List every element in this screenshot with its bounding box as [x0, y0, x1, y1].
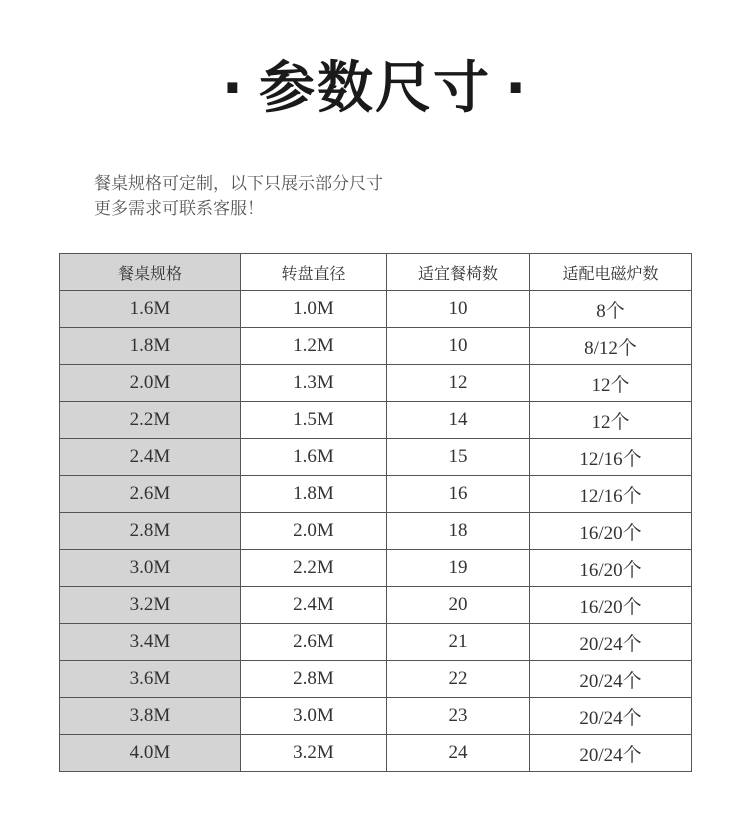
cell-induction-count: 16/20个: [530, 587, 692, 624]
cell-turntable-diameter: 1.5M: [241, 402, 387, 439]
table-row: [60, 587, 692, 624]
cell-induction-count: 20/24个: [530, 624, 692, 661]
header-chair-count: 适宜餐椅数: [387, 254, 530, 291]
cell-chair-count: 21: [387, 624, 530, 661]
cell-turntable-diameter: 3.0M: [241, 698, 387, 735]
header-table-size: 餐桌规格: [60, 254, 241, 291]
cell-induction-count: 20/24个: [530, 698, 692, 735]
title-dot-right: ·: [505, 56, 529, 121]
cell-table-size: 3.4M: [60, 624, 241, 661]
cell-induction-count: 8/12个: [530, 328, 692, 365]
cell-chair-count: 19: [387, 550, 530, 587]
table-row: [60, 735, 692, 772]
table-row: [60, 365, 692, 402]
table-header-row: [60, 254, 692, 291]
table-row: [60, 291, 692, 328]
table-row: [60, 476, 692, 513]
page-title: [0, 44, 750, 124]
cell-turntable-diameter: 2.0M: [241, 513, 387, 550]
cell-induction-count: 12个: [530, 402, 692, 439]
table-row: [60, 661, 692, 698]
cell-chair-count: 23: [387, 698, 530, 735]
header-turntable-diameter: 转盘直径: [241, 254, 387, 291]
cell-induction-count: 12/16个: [530, 476, 692, 513]
cell-chair-count: 20: [387, 587, 530, 624]
cell-table-size: 3.8M: [60, 698, 241, 735]
table-row: [60, 513, 692, 550]
cell-chair-count: 14: [387, 402, 530, 439]
intro-line-2: 更多需求可联系客服！: [94, 199, 264, 219]
cell-chair-count: 16: [387, 476, 530, 513]
cell-chair-count: 18: [387, 513, 530, 550]
cell-table-size: 2.2M: [60, 402, 241, 439]
cell-table-size: 2.6M: [60, 476, 241, 513]
cell-induction-count: 12个: [530, 365, 692, 402]
table-row: [60, 402, 692, 439]
cell-turntable-diameter: 2.4M: [241, 587, 387, 624]
cell-table-size: 1.8M: [60, 328, 241, 365]
intro-text: [94, 172, 383, 222]
cell-chair-count: 22: [387, 661, 530, 698]
table-row: [60, 550, 692, 587]
title-text: 参数尺寸: [259, 56, 491, 121]
table-row: [60, 698, 692, 735]
cell-table-size: 2.0M: [60, 365, 241, 402]
cell-table-size: 4.0M: [60, 735, 241, 772]
cell-induction-count: 16/20个: [530, 550, 692, 587]
cell-table-size: 3.0M: [60, 550, 241, 587]
title-dot-left: ·: [221, 56, 245, 121]
cell-turntable-diameter: 1.8M: [241, 476, 387, 513]
cell-table-size: 3.2M: [60, 587, 241, 624]
cell-table-size: 3.6M: [60, 661, 241, 698]
cell-induction-count: 16/20个: [530, 513, 692, 550]
cell-table-size: 2.8M: [60, 513, 241, 550]
cell-chair-count: 10: [387, 328, 530, 365]
cell-turntable-diameter: 3.2M: [241, 735, 387, 772]
table-row: [60, 439, 692, 476]
cell-table-size: 2.4M: [60, 439, 241, 476]
cell-turntable-diameter: 2.6M: [241, 624, 387, 661]
cell-turntable-diameter: 1.6M: [241, 439, 387, 476]
cell-turntable-diameter: 1.2M: [241, 328, 387, 365]
cell-turntable-diameter: 2.2M: [241, 550, 387, 587]
cell-chair-count: 12: [387, 365, 530, 402]
table-row: [60, 624, 692, 661]
cell-turntable-diameter: 1.3M: [241, 365, 387, 402]
cell-chair-count: 15: [387, 439, 530, 476]
header-induction-count: 适配电磁炉数: [530, 254, 692, 291]
cell-induction-count: 20/24个: [530, 735, 692, 772]
cell-table-size: 1.6M: [60, 291, 241, 328]
intro-line-1: 餐桌规格可定制，以下只展示部分尺寸: [94, 174, 383, 194]
cell-induction-count: 20/24个: [530, 661, 692, 698]
spec-table: [59, 253, 692, 772]
cell-chair-count: 10: [387, 291, 530, 328]
cell-induction-count: 12/16个: [530, 439, 692, 476]
cell-turntable-diameter: 2.8M: [241, 661, 387, 698]
cell-chair-count: 24: [387, 735, 530, 772]
table-row: [60, 328, 692, 365]
table-body: [60, 291, 692, 772]
cell-turntable-diameter: 1.0M: [241, 291, 387, 328]
cell-induction-count: 8个: [530, 291, 692, 328]
